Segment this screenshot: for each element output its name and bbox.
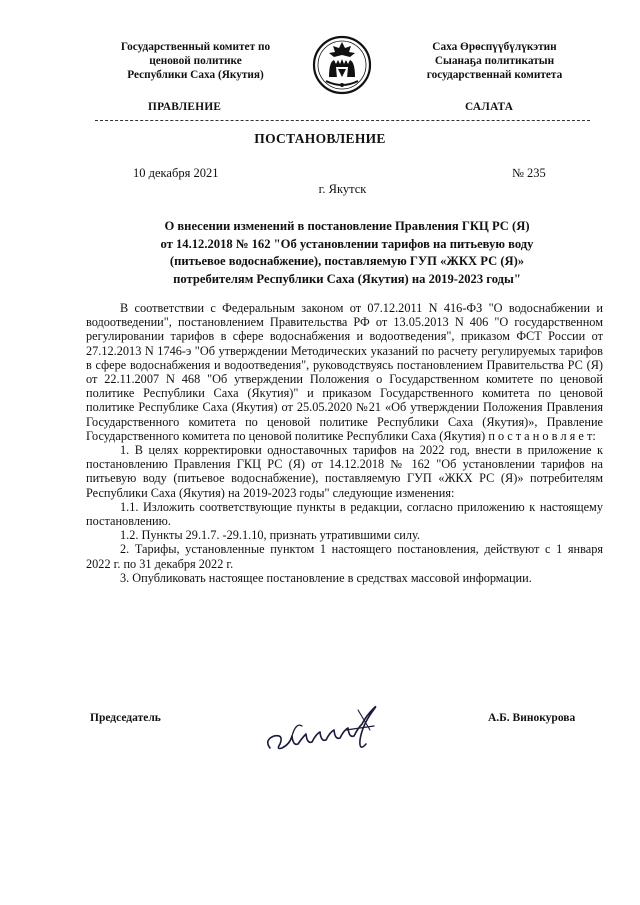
clause-1: 1. В целях корректировки одноставочных тарифов на 2022 год, внести в приложение к постановлению Правления ГКЦ РС (Я) от 14.12.2018 № 162 "Об установлении тарифов на питьевую воду (питьевое водоснабжение), поставляемую ГУП «ЖКХ РС (Я)» потребителям Республики Саха (Якутия) на 2019-2023 годы" следующие изменения:	[86, 443, 603, 500]
subject-line: от 14.12.2018 № 162 "Об установлении тарифов на питьевую воду	[160, 236, 534, 251]
subject-line: (питьевое водоснабжение), поставляемую ГУП «ЖКХ РС (Я)»	[169, 254, 525, 268]
clause-3: 3. Опубликовать настоящее постановление в средствах массовой информации.	[120, 570, 532, 585]
document-subject	[92, 218, 602, 288]
header-right-line: Сыанаҕа политикатын	[434, 55, 555, 67]
preamble-paragraph: В соответствии с Федеральным законом от 07.12.2011 N 416-ФЗ "О водоснабжении и водоотведении", постановлением Правительства РФ от 13.05.2013 N 406 "О государственном регулировании тарифов в сфере водоснабжения и водоотведения", приказом ФСТ России от 27.12.2013 N 1746-э "Об утверждении Методических указаний по расчету регулируемых тарифов в сфере водоснабжения и водоотведения", руководствуясь постановлением Правительства РС (Я) от 22.11.2007 N 468 "Об утверждении Положения о Государственном комитете по ценовой политике Республики Саха (Якутия)" и приказом Государственного комитета по ценовой политике Республике Саха (Якутия) от 25.05.2020 №21 «Об утверждении Положения Правления Государственного комитета по ценовой политике Республики Саха (Якутия)», Правление Государственного комитета по ценовой политике Республики Саха (Якутия) п о с т а н о в л я е т:	[86, 301, 603, 443]
clause-2: 2. Тарифы, установленные пунктом 1 настоящего постановления, действуют с 1 января 2022 г. по 31 декабря 2022 г.	[86, 542, 603, 571]
document-title: ПОСТАНОВЛЕНИЕ	[254, 131, 386, 146]
document-body	[86, 301, 603, 585]
chairman-label: Председатель	[90, 712, 161, 724]
header-right-line: Саха Өрөспүүбүлүкэтин	[432, 41, 557, 53]
dashed-divider	[95, 120, 590, 121]
header-left-line: Государственный комитет по	[120, 41, 271, 53]
handwritten-signature	[262, 700, 392, 762]
subject-line: потребителям Республики Саха (Якутия) на 2019-2023 годы"	[173, 271, 521, 286]
department-left: ПРАВЛЕНИЕ	[148, 101, 222, 113]
clause-1-1: 1.1. Изложить соответствующие пункты в редакции, согласно приложению к настоящему постановлению.	[86, 499, 603, 529]
department-right: САЛАТА	[465, 101, 514, 113]
header-right	[387, 40, 602, 82]
clause-1-2: 1.2. Пункты 29.1.7. -29.1.10, признать утратившими силу.	[120, 528, 420, 543]
header-left	[88, 40, 303, 82]
header-left-line: ценовой политике	[149, 55, 242, 67]
document-date: 10 декабря 2021	[133, 166, 219, 180]
coat-of-arms-icon	[312, 34, 372, 96]
subject-line: О внесении изменений в постановление Правления ГКЦ РС (Я)	[164, 219, 530, 233]
header-left-line: Республики Саха (Якутия)	[127, 69, 264, 81]
chairman-name: А.Б. Винокурова	[488, 712, 576, 724]
document-city: г. Якутск	[318, 182, 367, 196]
header-right-line: государственнай комитета	[426, 69, 563, 81]
document-number: № 235	[512, 166, 546, 180]
